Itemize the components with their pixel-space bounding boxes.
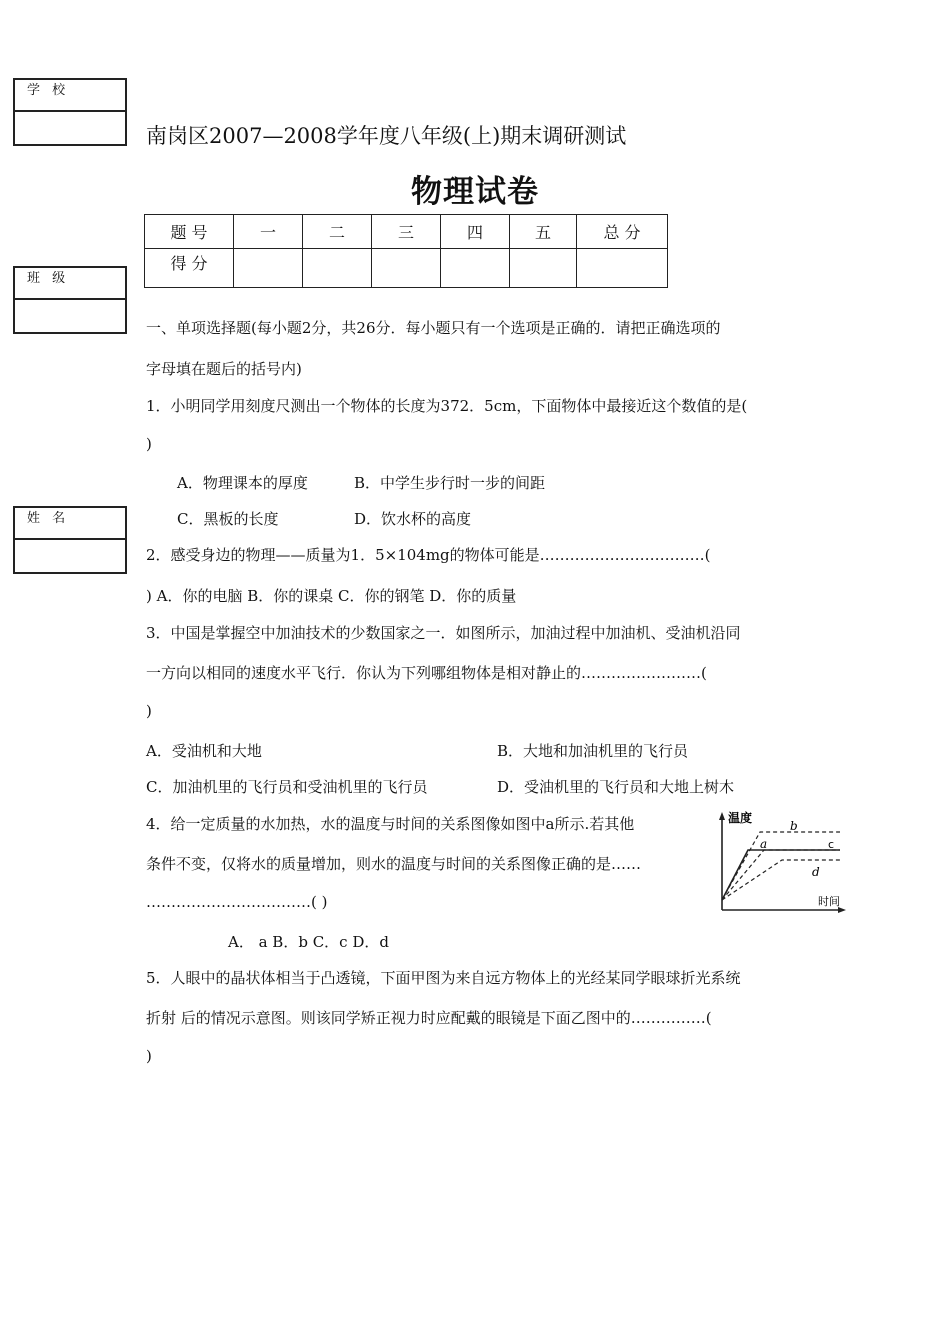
exam-subtitle: 南岗区2007—2008学年度八年级(上)期末调研测试 [146,124,627,148]
q5-stem-line1: 5．人眼中的晶状体相当于凸透镜，下面甲图为来自远方物体上的光经某同学眼球折光系统 [146,969,741,987]
table-cell: 二 [303,215,372,249]
table-cell: 得 分 [145,249,234,288]
school-box [13,78,127,146]
q1-stem-line2: ) [146,435,152,453]
q1-option-b[interactable]: B．中学生步行时一步的间距 [354,474,546,492]
q3-option-d[interactable]: D．受油机里的飞行员和大地上树木 [497,778,735,796]
q4-options: A． a B．b C．c D．d [228,933,389,951]
q4-stem-line1: 4．给一定质量的水加热，水的温度与时间的关系图像如图中a所示.若其他 [146,815,635,833]
name-label: 姓 名 [15,508,125,540]
section-intro-line1: 一、单项选择题(每小题2分，共26分．每小题只有一个选项是正确的．请把正确选项的 [146,319,721,337]
table-cell: 题 号 [145,215,234,249]
q3-option-b[interactable]: B．大地和加油机里的飞行员 [497,742,689,760]
q4-stem-line2: 条件不变，仅将水的质量增加，则水的温度与时间的关系图像正确的是…… [146,855,642,873]
temperature-time-graph [712,806,848,916]
name-box [13,506,127,574]
q1-option-a[interactable]: A．物理课本的厚度 [177,474,308,492]
q5-stem-line3: ) [146,1047,152,1065]
score-cell[interactable] [577,249,668,288]
graph-ylabel: 温度 [728,811,753,825]
q2-stem-line1: 2．感受身边的物理——质量为1．5×104mg的物体可能是……………………………( [146,546,711,564]
class-box [13,266,127,334]
q4-stem-line3: ……………………………( ) [146,893,328,911]
score-table [144,214,668,288]
q3-stem-line2: 一方向以相同的速度水平飞行．你认为下列哪组物体是相对静止的……………………( [146,664,707,682]
score-cell[interactable] [303,249,372,288]
graph-line-a [722,850,840,900]
class-label: 班 级 [15,268,125,300]
q3-stem-line3: ) [146,702,152,720]
score-cell[interactable] [441,249,510,288]
graph-label-d: d [812,865,820,879]
y-axis-arrow [719,812,725,820]
score-cell[interactable] [234,249,303,288]
graph-line-c [722,850,840,900]
q2-stem-line2: ) A．你的电脑 B．你的课桌 C．你的钢笔 D．你的质量 [146,587,517,605]
score-table-header-row [145,215,668,249]
score-cell[interactable] [510,249,577,288]
q1-stem-line1: 1．小明同学用刻度尺测出一个物体的长度为372．5cm，下面物体中最接近这个数值的是( [146,397,748,415]
q3-option-a[interactable]: A．受油机和大地 [146,742,262,760]
q5-stem-line2: 折射 后的情况示意图。则该同学矫正视力时应配戴的眼镜是下面乙图中的……………( [146,1009,712,1027]
school-label: 学 校 [15,80,125,112]
graph-label-a: a [760,837,768,851]
score-cell[interactable] [372,249,441,288]
q3-option-c[interactable]: C．加油机里的飞行员和受油机里的飞行员 [146,778,428,796]
section-intro-line2: 字母填在题后的括号内) [146,360,302,378]
table-cell: 总 分 [577,215,668,249]
q1-option-d[interactable]: D．饮水杯的高度 [354,510,472,528]
graph-xlabel: 时间 [818,895,840,908]
graph-label-c: c [828,838,835,851]
score-table-score-row [145,249,668,288]
table-cell: 四 [441,215,510,249]
table-cell: 一 [234,215,303,249]
graph-label-b: b [790,819,798,833]
q1-option-c[interactable]: C．黑板的长度 [177,510,279,528]
exam-title: 物理试卷 [411,174,539,210]
q3-stem-line1: 3．中国是掌握空中加油技术的少数国家之一．如图所示，加油过程中加油机、受油机沿同 [146,624,741,642]
table-cell: 三 [372,215,441,249]
table-cell: 五 [510,215,577,249]
